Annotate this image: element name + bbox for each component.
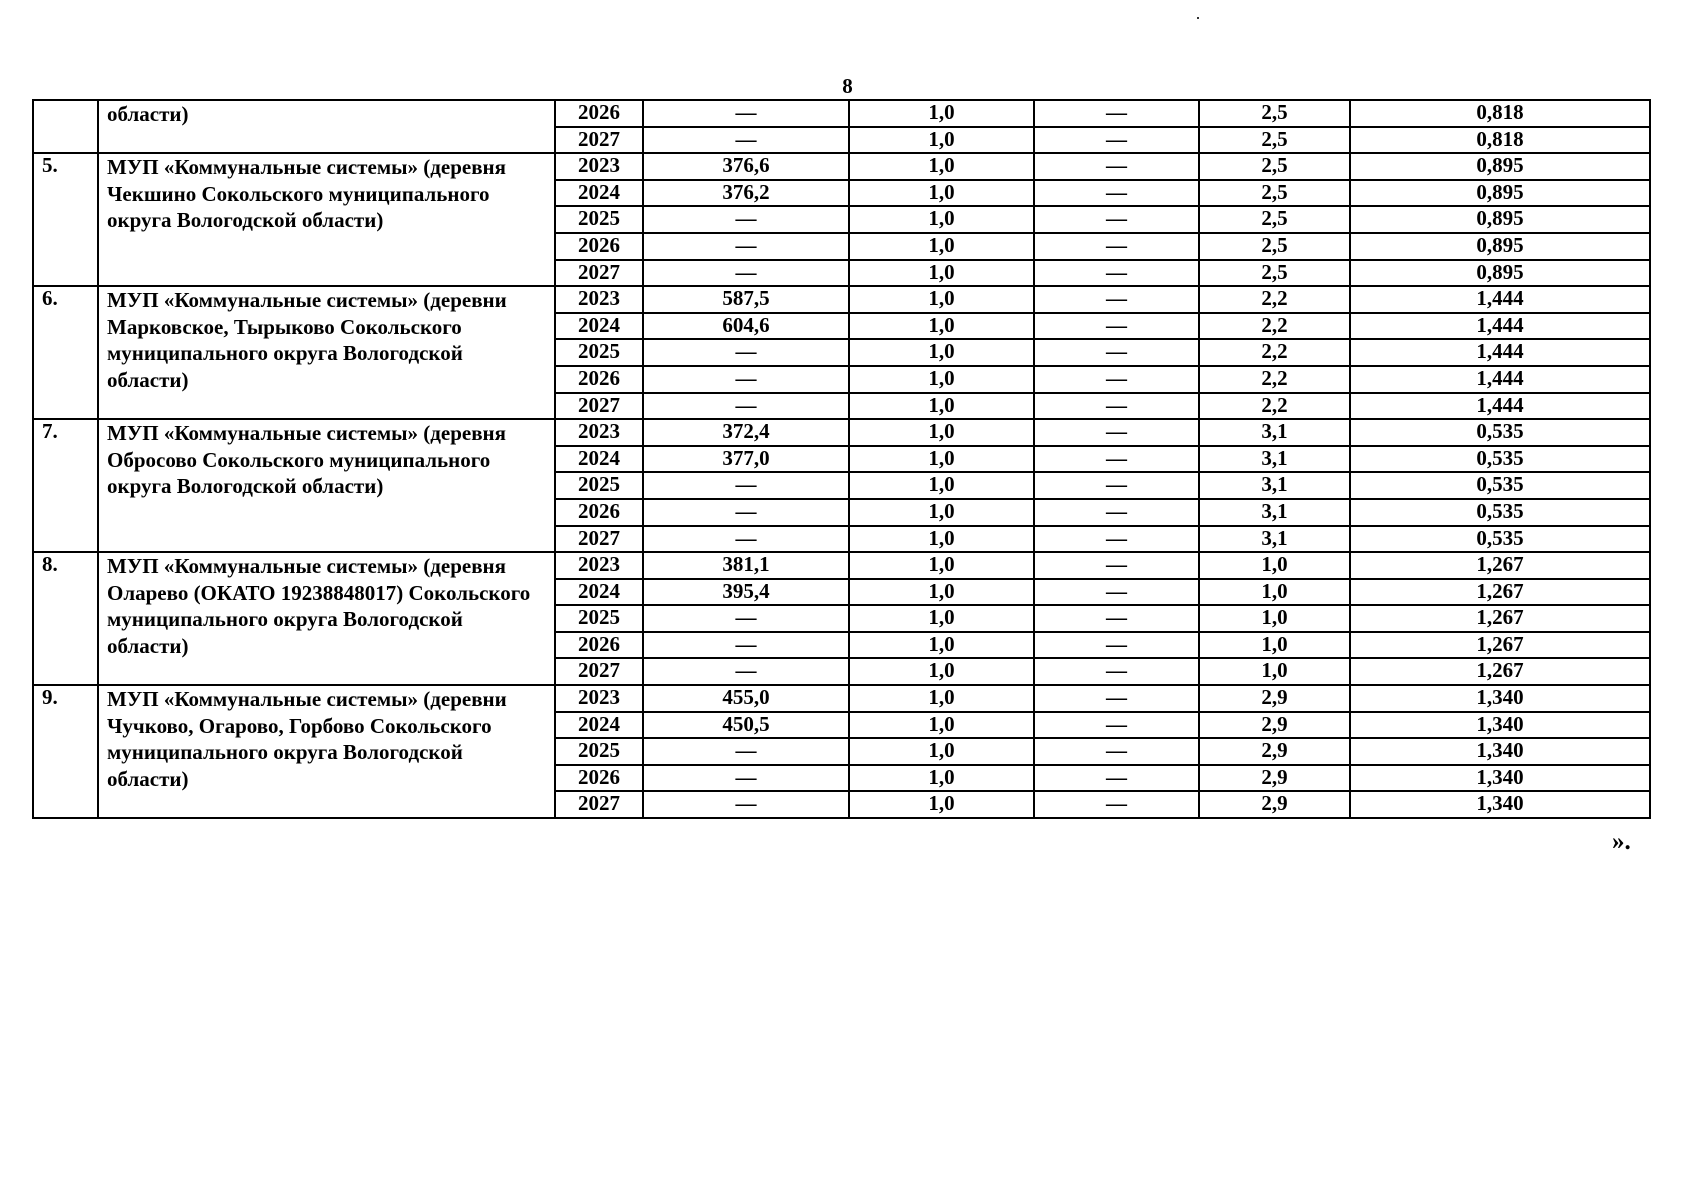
volume-cell: 450,5 — [643, 712, 849, 739]
organization-name-cell: МУП «Коммунальные системы» (деревня Обросово Сокольского муниципального округа Вологодской области) — [98, 419, 555, 552]
page-number: 8 — [842, 74, 853, 98]
volume-cell: 376,2 — [643, 180, 849, 207]
value-cell: 0,535 — [1350, 526, 1650, 553]
row-number-cell — [33, 100, 98, 153]
value-cell: 0,895 — [1350, 260, 1650, 287]
dash-cell: — — [1034, 685, 1199, 712]
dash-cell: — — [1034, 526, 1199, 553]
year-cell: 2023 — [555, 286, 643, 313]
indicator-cell: 2,5 — [1199, 206, 1350, 233]
indicator-cell: 3,1 — [1199, 419, 1350, 446]
coefficient-cell: 1,0 — [849, 685, 1034, 712]
volume-cell: — — [643, 632, 849, 659]
value-cell: 1,444 — [1350, 393, 1650, 420]
value-cell: 1,340 — [1350, 791, 1650, 818]
indicator-cell: 2,2 — [1199, 286, 1350, 313]
volume-cell: — — [643, 393, 849, 420]
indicator-cell: 2,5 — [1199, 153, 1350, 180]
value-cell: 0,818 — [1350, 100, 1650, 127]
dash-cell: — — [1034, 499, 1199, 526]
value-cell: 0,895 — [1350, 180, 1650, 207]
indicator-cell: 3,1 — [1199, 499, 1350, 526]
indicator-cell: 2,5 — [1199, 100, 1350, 127]
value-cell: 1,267 — [1350, 658, 1650, 685]
coefficient-cell: 1,0 — [849, 526, 1034, 553]
organization-name-cell: области) — [98, 100, 555, 153]
value-cell: 0,535 — [1350, 419, 1650, 446]
year-cell: 2023 — [555, 153, 643, 180]
volume-cell: — — [643, 339, 849, 366]
coefficient-cell: 1,0 — [849, 313, 1034, 340]
value-cell: 1,444 — [1350, 286, 1650, 313]
volume-cell: — — [643, 366, 849, 393]
coefficient-cell: 1,0 — [849, 658, 1034, 685]
volume-cell: — — [643, 765, 849, 792]
year-cell: 2027 — [555, 260, 643, 287]
coefficient-cell: 1,0 — [849, 765, 1034, 792]
year-cell: 2025 — [555, 339, 643, 366]
year-cell: 2025 — [555, 738, 643, 765]
value-cell: 0,895 — [1350, 233, 1650, 260]
closing-quote: ». — [1612, 828, 1631, 855]
year-cell: 2026 — [555, 765, 643, 792]
year-cell: 2024 — [555, 180, 643, 207]
value-cell: 1,444 — [1350, 313, 1650, 340]
coefficient-cell: 1,0 — [849, 339, 1034, 366]
coefficient-cell: 1,0 — [849, 393, 1034, 420]
coefficient-cell: 1,0 — [849, 791, 1034, 818]
indicator-cell: 2,2 — [1199, 339, 1350, 366]
dash-cell: — — [1034, 100, 1199, 127]
year-cell: 2024 — [555, 446, 643, 473]
year-cell: 2027 — [555, 791, 643, 818]
dash-cell: — — [1034, 419, 1199, 446]
year-cell: 2024 — [555, 313, 643, 340]
year-cell: 2027 — [555, 127, 643, 154]
year-cell: 2024 — [555, 712, 643, 739]
row-number-cell: 9. — [33, 685, 98, 818]
indicator-cell: 1,0 — [1199, 579, 1350, 606]
volume-cell: 381,1 — [643, 552, 849, 579]
indicator-cell: 2,9 — [1199, 712, 1350, 739]
coefficient-cell: 1,0 — [849, 127, 1034, 154]
value-cell: 1,267 — [1350, 605, 1650, 632]
volume-cell: — — [643, 472, 849, 499]
indicator-cell: 3,1 — [1199, 526, 1350, 553]
year-cell: 2025 — [555, 605, 643, 632]
volume-cell: 587,5 — [643, 286, 849, 313]
coefficient-cell: 1,0 — [849, 100, 1034, 127]
dash-cell: — — [1034, 632, 1199, 659]
row-number-cell: 6. — [33, 286, 98, 419]
dash-cell: — — [1034, 339, 1199, 366]
year-cell: 2023 — [555, 552, 643, 579]
table-row — [33, 685, 1650, 712]
coefficient-cell: 1,0 — [849, 738, 1034, 765]
indicator-cell: 1,0 — [1199, 605, 1350, 632]
volume-cell: 455,0 — [643, 685, 849, 712]
indicator-cell: 2,2 — [1199, 313, 1350, 340]
table-row — [33, 552, 1650, 579]
year-cell: 2025 — [555, 206, 643, 233]
dash-cell: — — [1034, 233, 1199, 260]
dash-cell: — — [1034, 153, 1199, 180]
table-row — [33, 153, 1650, 180]
coefficient-cell: 1,0 — [849, 446, 1034, 473]
year-cell: 2026 — [555, 632, 643, 659]
coefficient-cell: 1,0 — [849, 419, 1034, 446]
coefficient-cell: 1,0 — [849, 153, 1034, 180]
row-number-cell: 8. — [33, 552, 98, 685]
volume-cell: — — [643, 100, 849, 127]
volume-cell: — — [643, 499, 849, 526]
dash-cell: — — [1034, 791, 1199, 818]
coefficient-cell: 1,0 — [849, 180, 1034, 207]
volume-cell: — — [643, 605, 849, 632]
organization-name-cell: МУП «Коммунальные системы» (деревня Чекшино Сокольского муниципального округа Вологодской области) — [98, 153, 555, 286]
dash-cell: — — [1034, 738, 1199, 765]
indicator-cell: 2,2 — [1199, 366, 1350, 393]
coefficient-cell: 1,0 — [849, 206, 1034, 233]
dash-cell: — — [1034, 393, 1199, 420]
value-cell: 1,340 — [1350, 765, 1650, 792]
value-cell: 0,895 — [1350, 206, 1650, 233]
indicator-cell: 2,9 — [1199, 685, 1350, 712]
volume-cell: — — [643, 233, 849, 260]
volume-cell: — — [643, 260, 849, 287]
dash-cell: — — [1034, 206, 1199, 233]
indicator-cell: 1,0 — [1199, 632, 1350, 659]
indicator-cell: 2,5 — [1199, 127, 1350, 154]
volume-cell: 372,4 — [643, 419, 849, 446]
dash-cell: — — [1034, 712, 1199, 739]
value-cell: 0,535 — [1350, 499, 1650, 526]
scan-speck — [1197, 17, 1199, 19]
coefficient-cell: 1,0 — [849, 233, 1034, 260]
dash-cell: — — [1034, 127, 1199, 154]
year-cell: 2026 — [555, 499, 643, 526]
volume-cell: — — [643, 658, 849, 685]
volume-cell: 604,6 — [643, 313, 849, 340]
value-cell: 1,267 — [1350, 632, 1650, 659]
volume-cell: 377,0 — [643, 446, 849, 473]
volume-cell: 376,6 — [643, 153, 849, 180]
coefficient-cell: 1,0 — [849, 712, 1034, 739]
year-cell: 2023 — [555, 685, 643, 712]
organization-name-cell: МУП «Коммунальные системы» (деревни Чучково, Огарово, Горбово Сокольского муниципального округа Вологодской области) — [98, 685, 555, 818]
dash-cell: — — [1034, 579, 1199, 606]
year-cell: 2027 — [555, 658, 643, 685]
coefficient-cell: 1,0 — [849, 632, 1034, 659]
value-cell: 0,535 — [1350, 472, 1650, 499]
row-number-cell: 5. — [33, 153, 98, 286]
tariff-table — [32, 99, 1651, 819]
dash-cell: — — [1034, 260, 1199, 287]
row-number-cell: 7. — [33, 419, 98, 552]
coefficient-cell: 1,0 — [849, 605, 1034, 632]
coefficient-cell: 1,0 — [849, 579, 1034, 606]
dash-cell: — — [1034, 180, 1199, 207]
value-cell: 1,444 — [1350, 339, 1650, 366]
year-cell: 2024 — [555, 579, 643, 606]
year-cell: 2026 — [555, 233, 643, 260]
indicator-cell: 2,9 — [1199, 791, 1350, 818]
dash-cell: — — [1034, 286, 1199, 313]
coefficient-cell: 1,0 — [849, 260, 1034, 287]
indicator-cell: 3,1 — [1199, 446, 1350, 473]
indicator-cell: 2,5 — [1199, 233, 1350, 260]
dash-cell: — — [1034, 313, 1199, 340]
indicator-cell: 2,5 — [1199, 260, 1350, 287]
table-row — [33, 100, 1650, 127]
indicator-cell: 2,9 — [1199, 765, 1350, 792]
value-cell: 1,267 — [1350, 552, 1650, 579]
organization-name-cell: МУП «Коммунальные системы» (деревня Оларево (ОКАТО 19238848017) Сокольского муниципального округа Вологодской области) — [98, 552, 555, 685]
dash-cell: — — [1034, 605, 1199, 632]
year-cell: 2023 — [555, 419, 643, 446]
volume-cell: — — [643, 127, 849, 154]
year-cell: 2026 — [555, 366, 643, 393]
value-cell: 0,818 — [1350, 127, 1650, 154]
indicator-cell: 1,0 — [1199, 658, 1350, 685]
dash-cell: — — [1034, 765, 1199, 792]
coefficient-cell: 1,0 — [849, 366, 1034, 393]
organization-name-cell: МУП «Коммунальные системы» (деревни Марковское, Тырыково Сокольского муниципального округа Вологодской области) — [98, 286, 555, 419]
value-cell: 1,444 — [1350, 366, 1650, 393]
value-cell: 0,895 — [1350, 153, 1650, 180]
year-cell: 2025 — [555, 472, 643, 499]
coefficient-cell: 1,0 — [849, 286, 1034, 313]
volume-cell: — — [643, 206, 849, 233]
dash-cell: — — [1034, 446, 1199, 473]
indicator-cell: 2,5 — [1199, 180, 1350, 207]
dash-cell: — — [1034, 366, 1199, 393]
year-cell: 2026 — [555, 100, 643, 127]
indicator-cell: 2,2 — [1199, 393, 1350, 420]
volume-cell: — — [643, 738, 849, 765]
year-cell: 2027 — [555, 526, 643, 553]
dash-cell: — — [1034, 658, 1199, 685]
value-cell: 1,340 — [1350, 712, 1650, 739]
value-cell: 0,535 — [1350, 446, 1650, 473]
volume-cell: — — [643, 526, 849, 553]
coefficient-cell: 1,0 — [849, 472, 1034, 499]
year-cell: 2027 — [555, 393, 643, 420]
coefficient-cell: 1,0 — [849, 499, 1034, 526]
indicator-cell: 2,9 — [1199, 738, 1350, 765]
table-row — [33, 286, 1650, 313]
volume-cell: 395,4 — [643, 579, 849, 606]
indicator-cell: 1,0 — [1199, 552, 1350, 579]
value-cell: 1,340 — [1350, 685, 1650, 712]
dash-cell: — — [1034, 552, 1199, 579]
volume-cell: — — [643, 791, 849, 818]
indicator-cell: 3,1 — [1199, 472, 1350, 499]
table-body — [33, 100, 1650, 818]
value-cell: 1,340 — [1350, 738, 1650, 765]
coefficient-cell: 1,0 — [849, 552, 1034, 579]
dash-cell: — — [1034, 472, 1199, 499]
table-row — [33, 419, 1650, 446]
value-cell: 1,267 — [1350, 579, 1650, 606]
